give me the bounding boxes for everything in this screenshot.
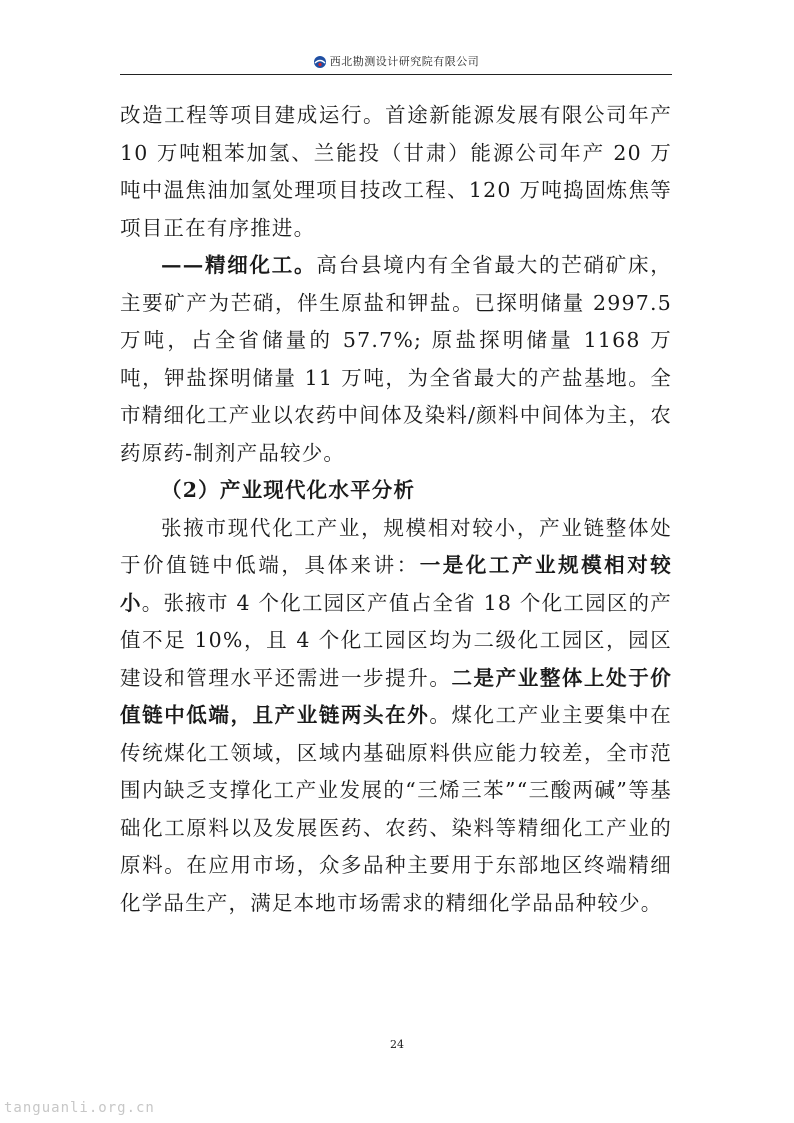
header-company-name: 西北勘测设计研究院有限公司 — [329, 55, 480, 68]
section-heading: （2）产业现代化水平分析 — [161, 478, 416, 502]
paragraph-fine-chemicals — [120, 247, 672, 472]
paragraph-3-end: 。煤化工产业主要集中在传统煤化工领域，区域内基础原料供应能力较差，全市范围内缺乏支撑化工产业发展的“三烯三苯”“三酸两碱”等基础化工原料以及发展医药、农药、染料等精细化工产业的原料。在应用市场，众多品种主要用于东部地区终端精细化学品生产，满足本地市场需求的精细化学品品种较少。 — [120, 703, 672, 915]
paragraph-modernization — [120, 510, 672, 923]
company-logo-icon — [313, 54, 327, 68]
watermark: tanguanli.org.cn — [4, 1100, 155, 1116]
document-body — [120, 97, 672, 922]
section-label-fine-chemicals: ——精细化工。 — [161, 253, 317, 277]
page-number: 24 — [390, 1038, 404, 1051]
point-one-bold: 一是化工产业规模相对较小 — [120, 553, 672, 615]
paragraph-1: 改造工程等项目建成运行。首途新能源发展有限公司年产 10 万吨粗苯加氢、兰能投（甘肃）能源公司年产 20 万吨中温焦油加氢处理项目技改工程、120 万吨捣固炼焦等项目正在有序推进。 — [120, 103, 672, 240]
paragraph-3-middle: 。张掖市 4 个化工园区产值占全省 18 个化工园区的产值不足 10%，且 4 个化工园区均为二级化工园区，园区建设和管理水平还需进一步提升。 — [120, 590, 673, 690]
paragraph-3-intro: 张掖市现代化工产业，规模相对较小，产业链整体处于价值链中低端，具体来讲： — [120, 515, 672, 577]
page-header — [120, 50, 672, 75]
point-two-bold: 二是产业整体上处于价值链中低端，且产业链两头在外 — [120, 665, 672, 727]
paragraph-2-text: 高台县境内有全省最大的芒硝矿床，主要矿产为芒硝，伴生原盐和钾盐。已探明储量 2997.5 万吨，占全省储量的 57.7%; 原盐探明储量 1168 万吨，钾盐探明储量 11 万吨，为全省最大的产盐基地。全市精细化工产业以农药中间体及染料/颜料中间体为主，农药原药-制剂产品较少。 — [120, 253, 673, 465]
